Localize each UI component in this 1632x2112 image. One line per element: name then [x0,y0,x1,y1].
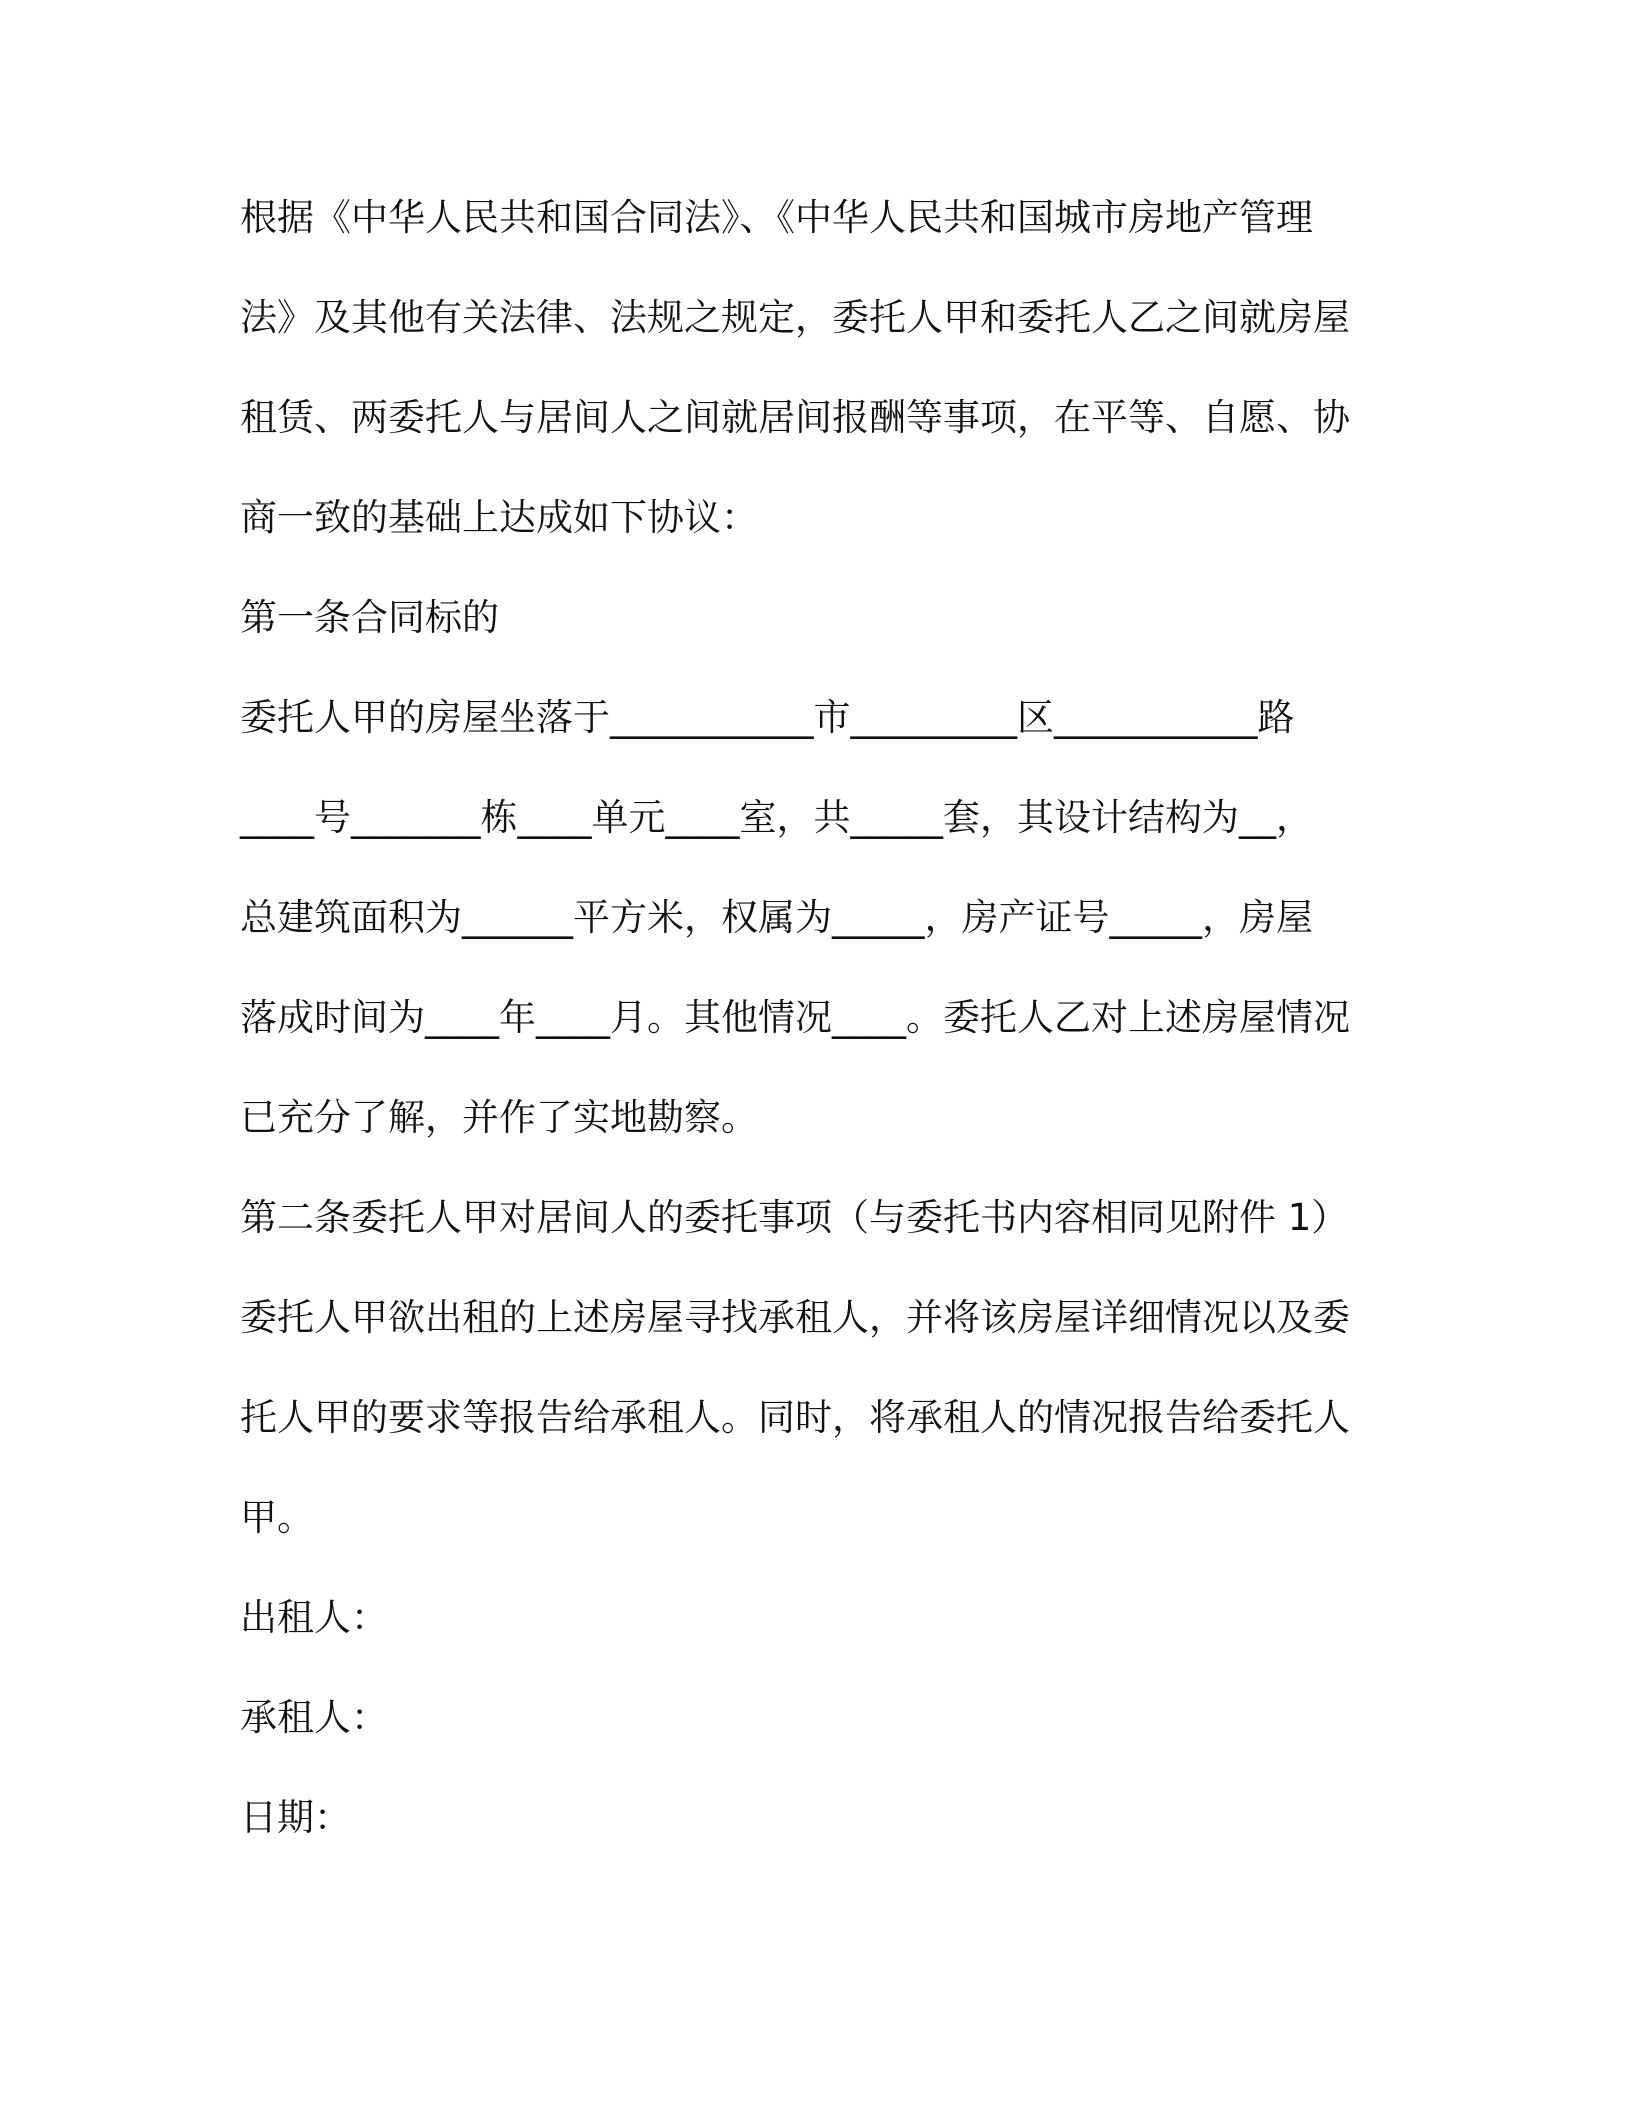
article-1-line-5: 已充分了解，并作了实地勘察。 [240,1096,758,1139]
preamble-line-4: 商一致的基础上达成如下协议： [240,496,758,539]
article-1-line-2: ____号_______栋____单元____室，共_____套，其设计结构为__， [240,796,1313,839]
preamble-line-1: 根据《中华人民共和国合同法》、《中华人民共和国城市房地产管理 [240,196,1313,239]
article-1-line-1: 委托人甲的房屋坐落于___________市_________区___________路 [240,696,1295,739]
preamble-line-2: 法》及其他有关法律、法规之规定，委托人甲和委托人乙之间就房屋 [240,296,1350,339]
lessee-label: 承租人： [240,1696,388,1739]
article-2-heading: 第二条委托人甲对居间人的委托事项（与委托书内容相同见附件 1） [240,1196,1349,1239]
article-1-line-3: 总建筑面积为______平方米，权属为_____，房产证号_____，房屋 [240,896,1313,939]
date-label: 日期： [240,1796,351,1839]
article-2-line-2: 托人甲的要求等报告给承租人。同时，将承租人的情况报告给委托人 [240,1396,1350,1439]
article-1-line-4: 落成时间为____年____月。其他情况____。委托人乙对上述房屋情况 [240,996,1350,1039]
article-1-heading: 第一条合同标的 [240,596,499,639]
lessor-label: 出租人： [240,1596,388,1639]
preamble-line-3: 租赁、两委托人与居间人之间就居间报酬等事项，在平等、自愿、协 [240,396,1350,439]
article-2-line-1: 委托人甲欲出租的上述房屋寻找承租人，并将该房屋详细情况以及委 [240,1296,1350,1339]
article-2-line-3: 甲。 [240,1496,314,1539]
